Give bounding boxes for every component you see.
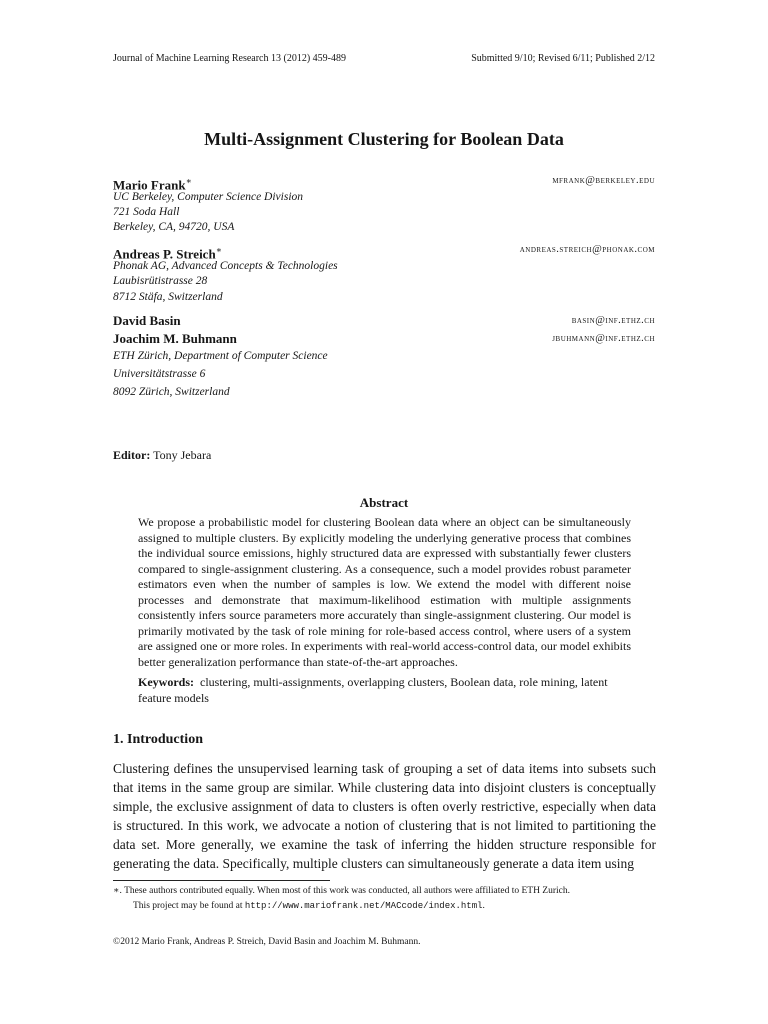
editor-name: Tony Jebara [153,448,212,462]
journal-running-head: Journal of Machine Learning Research 13 (2012) 459-489 [113,53,346,64]
author-email-4: jbuhmann@inf.ethz.ch [552,333,655,344]
paper-title: Multi-Assignment Clustering for Boolean Data [204,129,564,149]
submission-dates: Submitted 9/10; Revised 6/11; Published 2/12 [471,53,655,64]
author-affiliation-2-line-2: Laubisrütistrasse 28 [113,275,208,287]
author-affiliation-2-line-3: 8712 Stäfa, Switzerland [113,291,223,303]
abstract-heading: Abstract [359,495,409,510]
author-affiliation-2-line-1: Phonak AG, Advanced Concepts & Technologies [113,260,338,272]
author-affiliation-1-line-3: Berkeley, CA, 94720, USA [113,221,235,233]
keywords-list: clustering, multi-assignments, overlapping clusters, Boolean data, role mining, latent feature models [138,675,608,705]
author-affiliation-1-line-1: UC Berkeley, Computer Science Division [113,191,304,203]
footnote-mark: ∗. [113,886,122,896]
author-email-3: basin@inf.ethz.ch [571,315,655,326]
editor-label: Editor: [113,448,151,462]
author-email-1: mfrank@berkeley.edu [552,175,655,186]
author-email-2: andreas.streich@phonak.com [519,244,655,255]
equal-contribution-mark: ∗ [215,245,222,255]
shared-affiliation-line-2: Universitätstrasse 6 [113,368,206,380]
abstract-text: We propose a probabilistic model for clustering Boolean data where an object can be simultaneously assigned to multiple clusters. By explicitly modeling the underlying generative process that combines the individual source emissions, highly structured data are expressed with substantially fewer clusters compared to single-assignment clustering. As a consequence, such a model provides robust parameter estimators even when the number of samples is low. We extend the model with different noise processes and demonstrate that maximum-likelihood estimation with multiple assignments consistently infers source parameters more accurately than single-assignment clustering. Our model is primarily motivated by the task of role mining for role-based access control, where users of a system are assigned one or more roles. In experiments with real-world access-control data, our model exhibits better generalization performance than state-of-the-art approaches. [138,515,631,669]
footnote-line-1: These authors contributed equally. When most of this work was conducted, all authors were affiliated to ETH Zurich. [124,886,570,896]
section-heading-introduction: 1. Introduction [113,732,203,747]
keywords-label: Keywords: [138,675,194,689]
keywords [138,675,631,706]
footnote-rule [113,880,330,881]
footnote-line-2: This project may be found at http://www.mariofrank.net/MACcode/index.html. [133,901,485,911]
equal-contribution-mark: ∗ [185,176,192,186]
introduction-text: Clustering defines the unsupervised learning task of grouping a set of data items into subsets such that items in the same group are similar. While clustering data into disjoint clusters is conceptually simple, the exclusive assignment of data to clusters is often overly restrictive, especially when data is structured. In this work, we advocate a notion of clustering that is not limited to partitioning the data set. More generally, we examine the task of inferring the hidden structure responsible for generating the data. Specifically, multiple clusters can simultaneously generate a data item using [113,761,656,871]
footnote [113,884,656,914]
shared-affiliation-line-3: 8092 Zürich, Switzerland [113,386,230,398]
shared-affiliation-line-1: ETH Zürich, Department of Computer Science [113,350,328,362]
author-name-3: David Basin [113,313,181,328]
editor-line [113,448,211,463]
author-name-2: Andreas P. Streich∗ [113,245,222,262]
author-name-1: Mario Frank∗ [113,176,192,193]
author-name-4: Joachim M. Buhmann [113,331,237,346]
copyright-notice: ©2012 Mario Frank, Andreas P. Streich, David Basin and Joachim M. Buhmann. [113,937,421,947]
author-affiliation-1-line-2: 721 Soda Hall [113,206,180,218]
project-url-link[interactable]: http://www.mariofrank.net/MACcode/index.html [244,901,483,911]
